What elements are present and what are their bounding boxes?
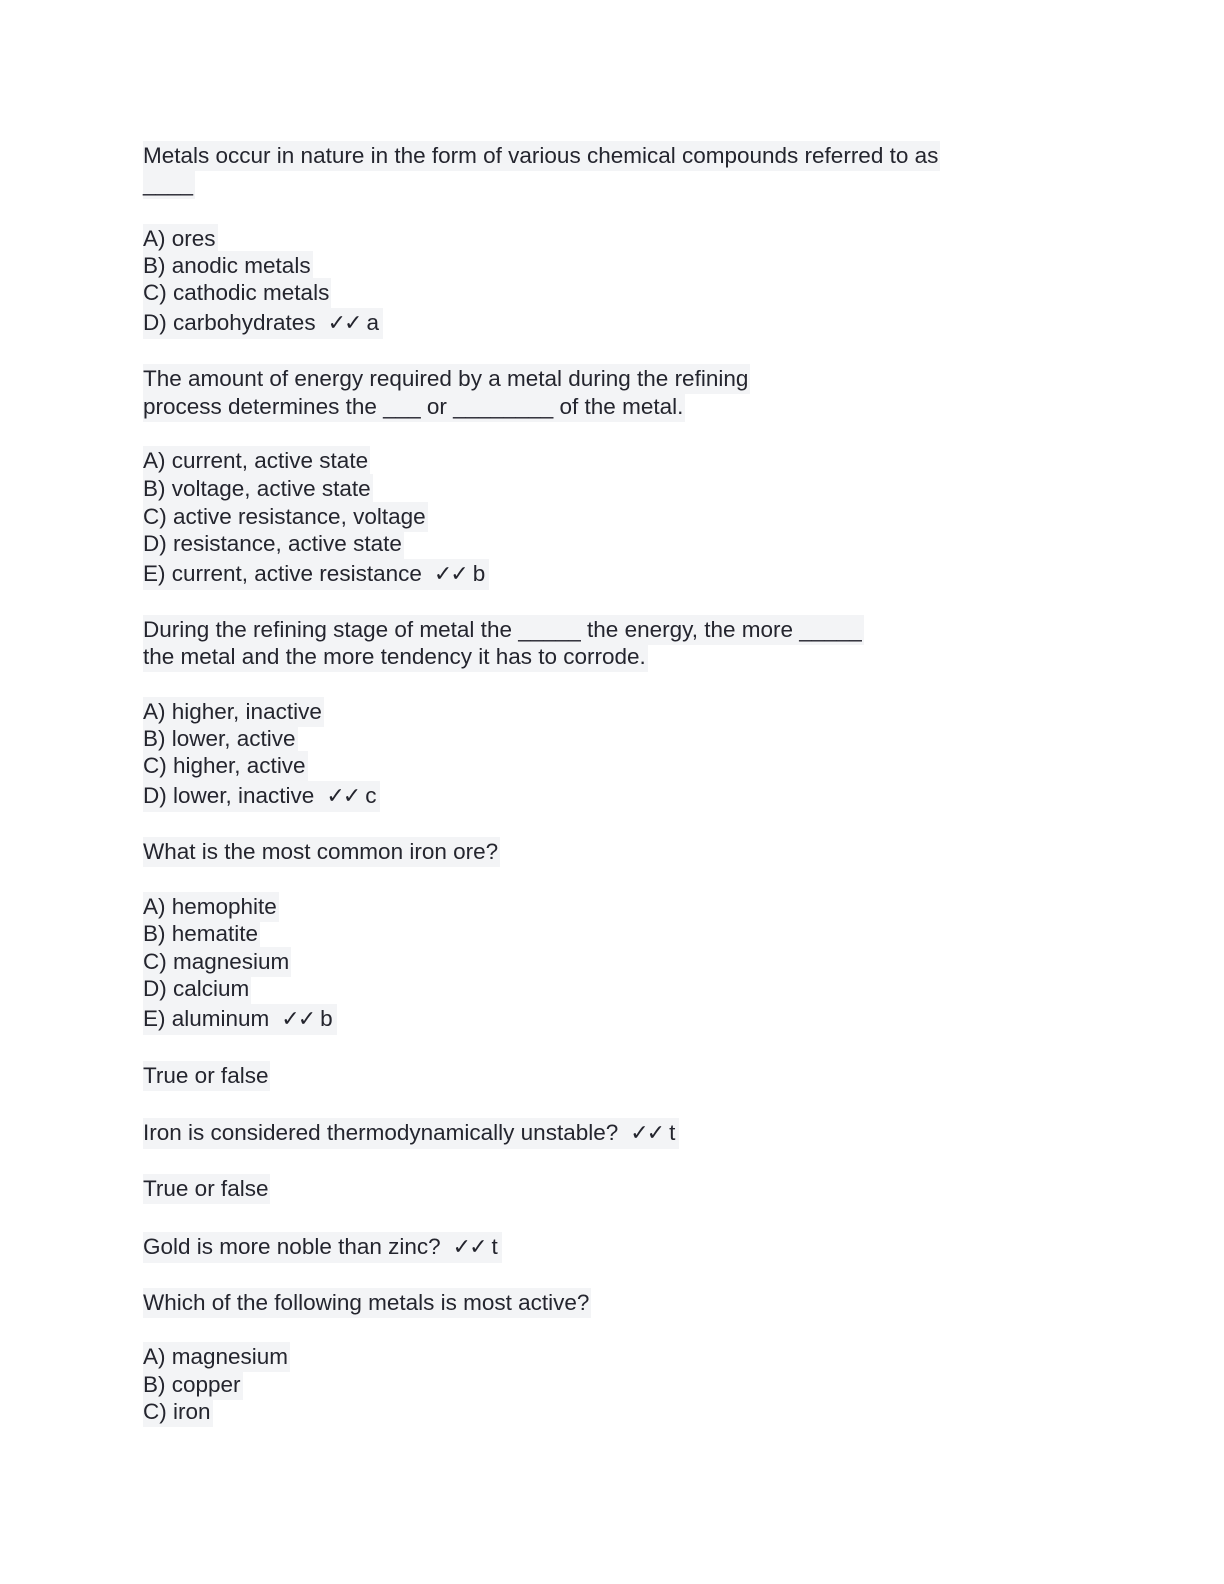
question-1-option: B) anodic metals bbox=[143, 251, 313, 281]
question-6-label: True or false bbox=[143, 1174, 270, 1204]
answer-key: c bbox=[365, 783, 377, 808]
answer-key: b bbox=[320, 1006, 333, 1031]
double-check-icon: ✓✓ bbox=[433, 562, 467, 587]
question-7-option: A) magnesium bbox=[143, 1342, 290, 1372]
question-2-option: C) active resistance, voltage bbox=[143, 502, 428, 532]
answer-key: t bbox=[669, 1120, 676, 1145]
question-2-stem: process determines the ___ or ________ of the metal. bbox=[143, 392, 685, 422]
answer-key: a bbox=[366, 310, 379, 335]
question-7-option: B) copper bbox=[143, 1370, 243, 1400]
question-3-option: A) higher, inactive bbox=[143, 697, 324, 727]
question-4-option: B) hematite bbox=[143, 919, 260, 949]
question-2-option-with-answer: E) current, active resistance ✓✓ b bbox=[143, 559, 489, 589]
question-1-option: C) cathodic metals bbox=[143, 278, 331, 308]
double-check-icon: ✓✓ bbox=[452, 1235, 486, 1260]
question-5-stem-with-answer: Iron is considered thermodynamically unstable? ✓✓ t bbox=[143, 1118, 679, 1148]
double-check-icon: ✓✓ bbox=[630, 1121, 664, 1146]
question-2-option: A) current, active state bbox=[143, 446, 370, 476]
question-3-option: C) higher, active bbox=[143, 751, 308, 781]
question-1-option: A) ores bbox=[143, 224, 218, 254]
question-4-option: D) calcium bbox=[143, 974, 251, 1004]
question-4-option: A) hemophite bbox=[143, 892, 279, 922]
question-1-stem-blank: ____ bbox=[143, 169, 195, 199]
question-2-stem: The amount of energy required by a metal during the refining bbox=[143, 364, 750, 394]
question-4-option: C) magnesium bbox=[143, 947, 291, 977]
double-check-icon: ✓✓ bbox=[281, 1007, 315, 1032]
question-7-stem: Which of the following metals is most active? bbox=[143, 1288, 591, 1318]
question-1-option-with-answer: D) carbohydrates ✓✓ a bbox=[143, 308, 383, 338]
question-1-stem: Metals occur in nature in the form of various chemical compounds referred to as bbox=[143, 141, 940, 171]
question-4-option-with-answer: E) aluminum ✓✓ b bbox=[143, 1004, 337, 1034]
question-6-stem-with-answer: Gold is more noble than zinc? ✓✓ t bbox=[143, 1232, 502, 1262]
question-2-option: B) voltage, active state bbox=[143, 474, 373, 504]
question-3-stem: During the refining stage of metal the _____ the energy, the more _____ bbox=[143, 615, 864, 645]
answer-key: t bbox=[491, 1234, 498, 1259]
question-3-stem: the metal and the more tendency it has to corrode. bbox=[143, 642, 648, 672]
answer-key: b bbox=[472, 561, 486, 586]
question-4-stem: What is the most common iron ore? bbox=[143, 837, 500, 867]
double-check-icon: ✓✓ bbox=[327, 311, 361, 336]
double-check-icon: ✓✓ bbox=[326, 784, 360, 809]
question-3-option-with-answer: D) lower, inactive ✓✓ c bbox=[143, 781, 380, 811]
question-5-label: True or false bbox=[143, 1061, 270, 1091]
question-3-option: B) lower, active bbox=[143, 724, 298, 754]
question-2-option: D) resistance, active state bbox=[143, 529, 404, 559]
question-7-option: C) iron bbox=[143, 1397, 213, 1427]
